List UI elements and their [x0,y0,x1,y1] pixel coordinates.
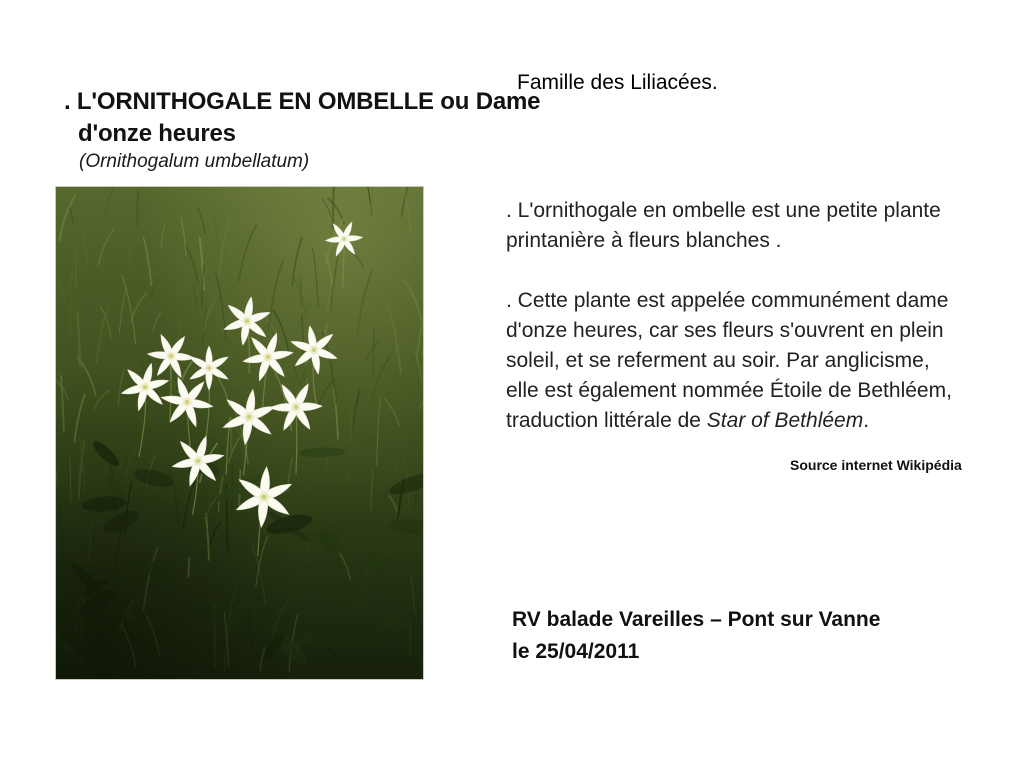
footer-note [512,604,880,668]
title-line-2: d'onze heures [78,120,236,147]
text-line: printanière à fleurs blanches . [506,229,782,252]
footer-line-2: le 25/04/2011 [512,640,640,663]
footer-line-1: RV balade Vareilles – Pont sur Vanne [512,608,881,631]
source-credit: Source internet Wikipédia [790,457,962,473]
text-line: . Cette plante est appelée communément dame [506,289,949,312]
text-line: . L'ornithogale en ombelle est une petite plante [506,199,941,222]
text-line [506,406,952,436]
title-line-1: . L'ORNITHOGALE EN OMBELLE ou Dame [64,88,541,115]
text-segment: traduction littérale de [506,409,707,432]
paragraph-intro [506,196,941,256]
text-line: soleil, et se referment au soir. Par anglicisme, [506,349,930,372]
family-heading: Famille des Liliacées. [517,71,718,94]
paragraph-description [506,286,952,436]
latin-name: (Ornithogalum umbellatum) [79,151,310,172]
flower-photo [55,186,424,680]
page-title [64,86,540,150]
text-line: elle est également nommée Étoile de Bethléem, [506,379,952,402]
text-line: d'onze heures, car ses fleurs s'ouvrent en plein [506,319,944,342]
flower-photo-svg [56,187,423,679]
italic-text-segment: Star of Bethléem [706,409,864,432]
text-segment: . [863,409,870,432]
photo-corner-shadow [56,187,423,679]
